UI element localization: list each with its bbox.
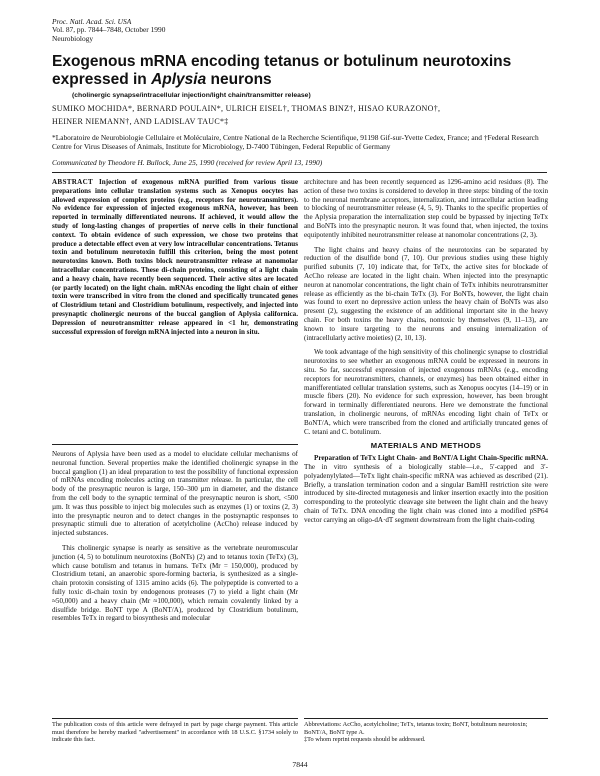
- abbreviations-text: Abbreviations: AcCho, acetylcholine; TeTx, tetanus toxin; BoNT, botulinum neurotoxin; BoNT/A, BoNT type A.: [304, 721, 528, 736]
- authors-line-2: HEINER NIEMANN†, AND LADISLAV TAUC*‡: [52, 116, 229, 126]
- title-italic: Aplysia: [151, 70, 207, 88]
- footnote-divider-right: [304, 718, 548, 719]
- body-paragraph: The light chains and heavy chains of the neurotoxins can be separated by reduction of the disulfide bond (7, 10). Our previous studies using these highly purified subunits (7, 10) indicate that, for TeTx, the active sites for blockade of AcCho release are located in the light chain. When injected into the presynaptic neuron at nanomolar concentrations, the light chain of TeTx inhibits neurotransmitter release as efficiently as the bi-chain TeTx (3). For BoNTs, however, the light chain was found to exert no depressive action unless the heavy chain of BoNTs was also present (2), suggesting the existence of an additional important site in the heavy chain. For both toxins the heavy chains, nontoxic by themselves (9, 11–13), are known to insure targeting to the neurons and ensuing internalization of (intracellularly active moieties) (2, 10, 13).: [304, 245, 548, 342]
- publication-cost-footnote: The publication costs of this article were defrayed in part by page charge payment. This article must therefore be hereby marked "advertisement" in accordance with 18 U.S.C. §1734 solely to indicate this fact.: [52, 721, 298, 744]
- abbreviations-footnote: [304, 721, 548, 744]
- body-paragraph: Neurons of Aplysia have been used as a model to elucidate cellular mechanisms of neuronal function. Several properties make the identified cholinergic synapse in the buccal ganglion (1) an ideal preparation to test the possibility of functional expression of mRNAs encoding molecules acting on transmitter release. In particular, the cell body of the presynaptic neuron is large, 150–300 µm in diameter, and the distance from the cell body to the synaptic terminal of the presynaptic neuron is short, <500 µm. It was thus possible to inject big molecules such as enzymes (1) or toxins (2, 3) into the presynaptic neuron and to detect changes in the postsynaptic responses to presynaptic stimuli due to alteration of acetylcholine (AcCho) release induced by injected substances.: [52, 450, 298, 538]
- journal-section: Neurobiology: [52, 33, 94, 43]
- paper-title: [52, 53, 552, 88]
- right-column-body: [304, 178, 548, 530]
- keywords: (cholinergic synapse/intracellular injection/light chain/transmitter release): [72, 92, 311, 99]
- journal-name: Proc. Natl. Acad. Sci. USA: [52, 17, 132, 26]
- page-number: 7844: [292, 760, 308, 769]
- left-column-body: [52, 450, 298, 629]
- author-list: [52, 103, 552, 128]
- abstract-heading: ABSTRACT: [52, 178, 94, 186]
- methods-text: The in vitro synthesis of a biologically stable—i.e., 5′-capped and 3′-polyadenylylated—TeTx light chain-specific mRNA was achieved as described (21). Briefly, a translation termination codon and a singular BamHI restriction site were introduced by site-directed mutagenesis and linker insertion exactly into the position corresponding to the proteolytic cleavage site between the light chain and the heavy chain of TeTx. DNA encoding the light chain was cloned into a modified pSP64 vector carrying an oligo-dA·dT segment downstream from the light chain-coding: [304, 462, 548, 524]
- reprint-note: ‡To whom reprint requests should be addressed.: [304, 736, 426, 744]
- methods-heading: MATERIALS AND METHODS: [370, 441, 482, 451]
- affiliations: *Laboratoire de Neurobiologie Cellulaire et Moléculaire, Centre National de la Recherche Scientifique, 91198 Gif-sur-Yvette Cedex, France; and †Federal Research Centre for Virus Diseases of Animals, Institute for Microbiology, D-7400 Tübingen, Federal Republic of Germany: [52, 133, 539, 151]
- body-paragraph: We took advantage of the high sensitivity of this cholinergic synapse to clostridial neurotoxins to see whether an exogenous mRNA could be expressed in neurons in situ. So far, successful expression of injected exogenous mRNAs (e.g., encoding receptors for neurotransmitters, channels, or enzymes) has been obtained either in manifferentiated cellular translation systems, such as Xenopus oocytes (14–19) or in muscle fibers (20). No evidence for such expression, however, has been brought forward in terminally differentiated neurons. Here we demonstrate the functional translation, in cholinergic neurons, of mRNAs encoding light chain of TeTx or BoNT/A, which were transcribed from the cloned and artificially truncated genes of C. tetani and C. botulinum.: [304, 348, 548, 436]
- abstract-text: Injection of exogenous mRNA purified from various tissue preparations into cellular translation systems such as Xenopus oocytes has allowed expression of complex proteins (e.g., receptors for neurotransmitters). No evidence for expression of injected exogenous mRNA, however, has been reported in terminally differentiated neurons. If achieved, it would allow the study of long-lasting changes of properties of nerve cells in their functional context. To obtain evidence of such expression, we chose two proteins that produce a detectable effect even at very low intracellular concentrations. Tetanus toxin and botulinum neurotoxin fulfill this criterion, being the most potent neurotoxins known. Both toxins block neurotransmitter release at nanomolar intracellular concentrations. These di-chain proteins, consisting of a light chain and a heavy chain, have recently been sequenced. Their active sites are located (or partly located) on the light chain. mRNAs encoding the light chain of either toxin were transcribed in vitro from the cloned and specifically truncated genes of Clostridium tetani and Clostridium botulinum, respectively, and injected into presynaptic cholinergic neurons of the buccal ganglion of Aplysia californica. Depression of neurotransmitter release appeared in <1 hr, demonstrating successful expression of foreign mRNA injected into a neuron in situ.: [52, 178, 298, 336]
- methods-subheading: Preparation of TeTx Light Chain- and BoNT/A Light Chain-Specific mRNA.: [314, 454, 548, 463]
- footnote-divider-left: [52, 718, 298, 719]
- communicated-by: Communicated by Theodore H. Bullock, June 25, 1990 (received for review April 13, 1990): [52, 158, 323, 167]
- abstract-divider: [52, 444, 298, 445]
- volume-line: Vol. 87, pp. 7844–7848, October 1990: [52, 25, 166, 35]
- body-paragraph: This cholinergic synapse is nearly as sensitive as the vertebrate neuromuscular junction (4, 5) to botulinum neurotoxins (BoNTs) (2) and to tetanus toxin (TeTx) (3), which cause botulism and tetanus in humans. TeTx (Mr = 150,000), produced by Clostridium tetani, an anaerobic spore-forming bacteria, is synthesized as a single-chain protoxin consisting of 1315 amino acids (6). The polypeptide is converted to a fully toxic di-chain toxin by endogenous proteases (7) to yield a light chain (Mr ≈50,000) and a heavy chain (Mr ≈100,000), which remain covalently linked by a disulfide bridge. BoNT type A (BoNT/A), produced by Clostridium botulinum, resembles TeTx in regard to biosynthesis and molecular: [52, 543, 298, 623]
- body-paragraph: architecture and has been recently sequenced as 1296-amino acid residues (8). The action of these two toxins is considered to develop in three steps: binding of the toxin to the neuronal membrane acceptors, internalization, and intracellular action leading to blocking of neurotransmitter release (4, 5, 9). Thanks to the specific properties of the Aplysia preparation the internalization step could be bypassed by injecting TeTx and BoNTs into the presynaptic neuron. It was found that, when injected, the toxins equipotently inhibited neurotransmitter release at nanomolar concentrations (2, 3).: [304, 178, 548, 239]
- running-head: [52, 18, 165, 43]
- header-divider: [52, 172, 547, 173]
- title-suffix: neurons: [206, 70, 272, 88]
- methods-paragraph: [304, 454, 548, 524]
- title-prefix: Exogenous mRNA encoding tetanus or botulinum neurotoxins expressed in: [52, 53, 512, 88]
- authors-line-1: SUMIKO MOCHIDA*, BERNARD POULAIN*, ULRICH EISEL†, THOMAS BINZ†, HISAO KURAZONO†,: [52, 104, 441, 113]
- abstract: [52, 178, 298, 336]
